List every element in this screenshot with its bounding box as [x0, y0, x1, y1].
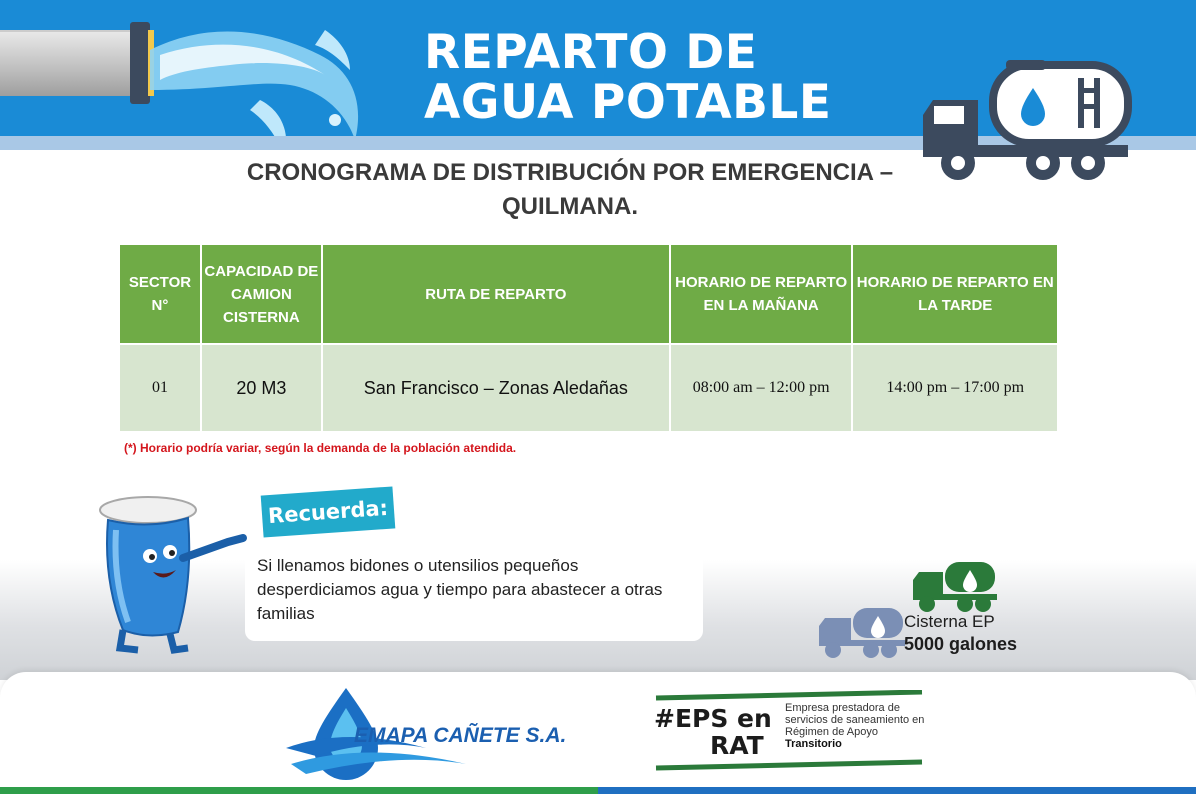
cistern-capacity: 5000 galones	[904, 634, 1018, 654]
cistern-label	[904, 611, 1017, 656]
table-cell: 14:00 pm – 17:00 pm	[852, 344, 1058, 432]
table-row	[119, 344, 1058, 432]
subtitle-line-1: CRONOGRAMA DE DISTRIBUCIÓN POR EMERGENCIA –	[246, 159, 894, 186]
distribution-table	[118, 243, 1059, 433]
page-title	[424, 25, 832, 130]
column-header: CAPACIDAD DE CAMION CISTERNA	[201, 244, 322, 344]
pipe-cap	[130, 22, 150, 104]
emapa-name: EMAPA CAÑETE S.A.	[354, 724, 567, 747]
reminder-message: Si llenamos bidones o utensilios pequeños desperdiciamos agua y tiempo para abastecer a otras familias	[245, 545, 703, 641]
eps-description	[785, 702, 925, 750]
table-cell: 08:00 am – 12:00 pm	[670, 344, 853, 432]
table-cell: 20 M3	[201, 344, 322, 432]
column-header: SECTOR N°	[119, 244, 201, 344]
table-header-row	[119, 244, 1058, 344]
eps-description-bold: Transitorio	[785, 738, 842, 750]
subtitle-line-2: QUILMANA.	[502, 193, 638, 220]
schedule-note: (*) Horario podría variar, según la demanda de la población atendida.	[124, 441, 517, 455]
column-header: HORARIO DE REPARTO EN LA TARDE	[852, 244, 1058, 344]
eps-title-line-2: RAT	[710, 731, 764, 760]
reminder-badge: Recuerda:	[261, 486, 396, 537]
water-splash-icon	[150, 10, 370, 150]
column-header: RUTA DE REPARTO	[322, 244, 670, 344]
footer	[0, 672, 1196, 794]
title-line-1: REPARTO DE	[424, 25, 758, 80]
title-line-2: AGUA POTABLE	[424, 75, 832, 130]
eps-description-text: Empresa prestadora de servicios de saneamiento en Régimen de Apoyo	[785, 702, 925, 738]
column-header: HORARIO DE REPARTO EN LA MAÑANA	[670, 244, 853, 344]
schedule-subtitle	[180, 156, 960, 224]
pipe-graphic	[0, 30, 140, 96]
bottom-color-bar	[0, 787, 1196, 794]
water-barrel-mascot-icon	[98, 490, 258, 655]
table-cell: 01	[119, 344, 201, 432]
table-cell: San Francisco – Zonas Aledañas	[322, 344, 670, 432]
cistern-name: Cisterna EP	[904, 612, 995, 631]
eps-title-line-1: #EPS en	[654, 704, 772, 733]
eps-title	[654, 705, 778, 759]
